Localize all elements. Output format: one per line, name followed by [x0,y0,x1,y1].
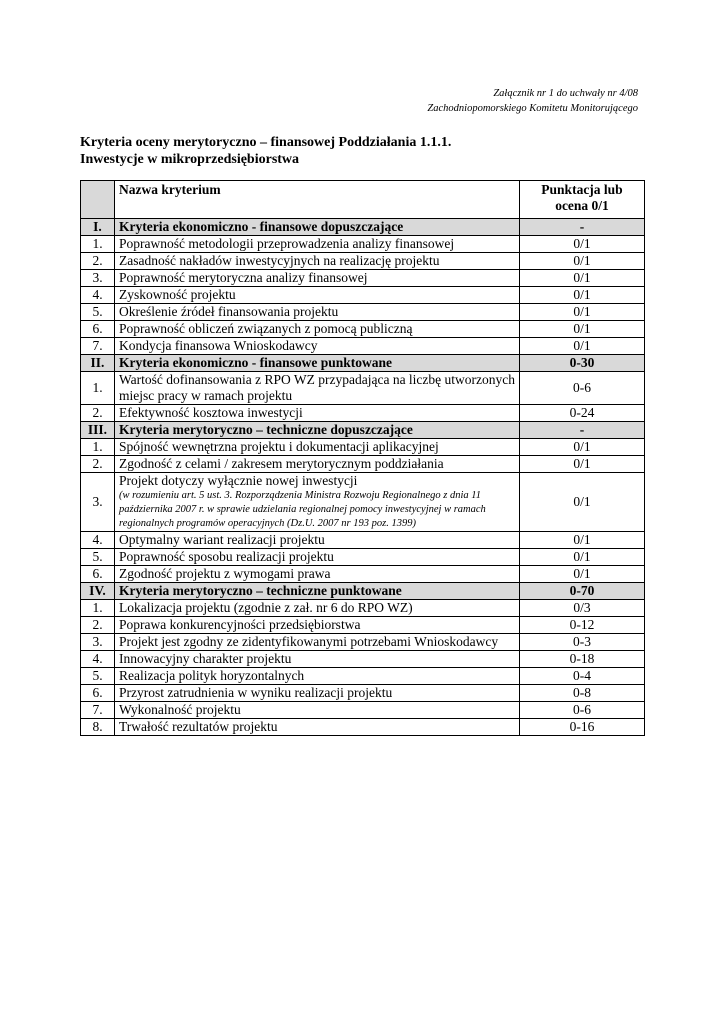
table-row [81,287,645,304]
table-row [81,304,645,321]
table-row [81,236,645,253]
score-value: 0/1 [520,549,645,566]
score-value: 0/1 [520,338,645,355]
table-row [81,600,645,617]
row-number: 5. [81,549,115,566]
criterion-name-cell: Efektywność kosztowa inwestycji [115,405,520,422]
criterion-name-cell: Określenie źródeł finansowania projektu [115,304,520,321]
table-row [81,668,645,685]
table-row [81,372,645,405]
score-value: 0-30 [520,355,645,372]
criterion-name-cell: Innowacyjny charakter projektu [115,651,520,668]
score-value: 0/1 [520,304,645,321]
section-title: Kryteria merytoryczno – techniczne dopuszczające [115,422,520,439]
row-number: 5. [81,304,115,321]
table-row [81,338,645,355]
row-number: 4. [81,651,115,668]
table-row [81,405,645,422]
criterion-name-cell: Poprawność metodologii przeprowadzenia analizy finansowej [115,236,520,253]
score-value: 0-24 [520,405,645,422]
table-row [81,719,645,736]
row-number: 7. [81,338,115,355]
score-value: 0/1 [520,236,645,253]
row-number: II. [81,355,115,372]
section-title: Kryteria ekonomiczno - finansowe punktowane [115,355,520,372]
score-value: 0/3 [520,600,645,617]
row-number: I. [81,219,115,236]
header-criterion-name: Nazwa kryterium [115,181,520,219]
section-header-row [81,422,645,439]
row-number: 6. [81,685,115,702]
attachment-line-2: Zachodniopomorskiego Komitetu Monitorującego [427,103,638,114]
row-number: 1. [81,372,115,405]
row-number: 2. [81,617,115,634]
score-value: 0-3 [520,634,645,651]
section-title: Kryteria merytoryczno – techniczne punktowane [115,583,520,600]
row-number: 8. [81,719,115,736]
table-header-row [81,181,645,219]
row-number: 2. [81,253,115,270]
header-score: Punktacja lub ocena 0/1 [520,181,645,219]
section-header-row [81,219,645,236]
criterion-name-cell: Przyrost zatrudnienia w wyniku realizacji projektu [115,685,520,702]
criterion-name-cell: Wartość dofinansowania z RPO WZ przypadająca na liczbę utworzonych miejsc pracy w ramach projektu [115,372,520,405]
attachment-line-1: Załącznik nr 1 do uchwały nr 4/08 [493,88,638,99]
row-number: 5. [81,668,115,685]
criterion-name-cell: Poprawność merytoryczna analizy finansowej [115,270,520,287]
criterion-name-cell: Spójność wewnętrzna projektu i dokumentacji aplikacyjnej [115,439,520,456]
table-row [81,532,645,549]
table-row [81,702,645,719]
score-value: 0-8 [520,685,645,702]
row-number: 2. [81,456,115,473]
document-title [80,134,650,168]
table-row [81,651,645,668]
table-row [81,456,645,473]
table-row [81,253,645,270]
header-number-cell [81,181,115,219]
score-value: 0/1 [520,532,645,549]
criterion-name-cell: Zgodność z celami / zakresem merytorycznym poddziałania [115,456,520,473]
criterion-note: (w rozumieniu art. 5 ust. 3. Rozporządzenia Ministra Rozwoju Regionalnego z dnia 11 października 2007 r. w sprawie udzielania regionalnej pomocy inwestycyjnej w ramach regionalnych programów operacyjnych (Dz.U. 2007 nr 193 poz. 1399) [119,490,486,529]
title-line-2: Inwestycje w mikroprzedsiębiorstwa [80,152,300,167]
attachment-note [427,86,638,116]
title-line-1: Kryteria oceny merytoryczno – finansowej Poddziałania 1.1.1. [80,135,452,150]
score-value: 0-6 [520,702,645,719]
row-number: IV. [81,583,115,600]
table-row [81,473,645,532]
criterion-name-cell: Wykonalność projektu [115,702,520,719]
criterion-name-cell: Kondycja finansowa Wnioskodawcy [115,338,520,355]
criterion-name-cell: Projekt jest zgodny ze zidentyfikowanymi potrzebami Wnioskodawcy [115,634,520,651]
score-value: - [520,422,645,439]
row-number: 1. [81,439,115,456]
criterion-name: Projekt dotyczy wyłącznie nowej inwestycji [119,473,358,488]
row-number: 1. [81,600,115,617]
row-number: 6. [81,321,115,338]
section-header-row [81,583,645,600]
criterion-name-cell: Trwałość rezultatów projektu [115,719,520,736]
score-value: 0/1 [520,253,645,270]
row-number: 4. [81,287,115,304]
criterion-name-cell: Realizacja polityk horyzontalnych [115,668,520,685]
score-value: 0/1 [520,270,645,287]
table-row [81,439,645,456]
table-row [81,685,645,702]
section-title: Kryteria ekonomiczno - finansowe dopuszczające [115,219,520,236]
criterion-name-cell: Poprawność obliczeń związanych z pomocą publiczną [115,321,520,338]
row-number: III. [81,422,115,439]
section-header-row [81,355,645,372]
criterion-name-cell: Zasadność nakładów inwestycyjnych na realizację projektu [115,253,520,270]
row-number: 6. [81,566,115,583]
criterion-name-cell: Lokalizacja projektu (zgodnie z zał. nr 6 do RPO WZ) [115,600,520,617]
criterion-name-cell: Zgodność projektu z wymogami prawa [115,566,520,583]
criterion-name-cell: Poprawa konkurencyjności przedsiębiorstwa [115,617,520,634]
criterion-name-cell: Poprawność sposobu realizacji projektu [115,549,520,566]
row-number: 2. [81,405,115,422]
row-number: 4. [81,532,115,549]
score-value: 0-70 [520,583,645,600]
score-value: 0-4 [520,668,645,685]
table-row [81,270,645,287]
row-number: 3. [81,270,115,287]
score-value: 0/1 [520,287,645,304]
score-value: 0/1 [520,473,645,532]
row-number: 3. [81,634,115,651]
score-value: - [520,219,645,236]
criterion-name-cell: Zyskowność projektu [115,287,520,304]
score-value: 0-18 [520,651,645,668]
criterion-name-cell: Optymalny wariant realizacji projektu [115,532,520,549]
table-row [81,321,645,338]
row-number: 3. [81,473,115,532]
score-value: 0/1 [520,439,645,456]
score-value: 0/1 [520,456,645,473]
table-row [81,617,645,634]
score-value: 0-16 [520,719,645,736]
score-value: 0-6 [520,372,645,405]
table-row [81,549,645,566]
score-value: 0/1 [520,566,645,583]
criteria-table [80,180,645,736]
table-row [81,566,645,583]
score-value: 0/1 [520,321,645,338]
row-number: 7. [81,702,115,719]
score-value: 0-12 [520,617,645,634]
row-number: 1. [81,236,115,253]
table-row [81,634,645,651]
criterion-name-cell [115,473,520,532]
